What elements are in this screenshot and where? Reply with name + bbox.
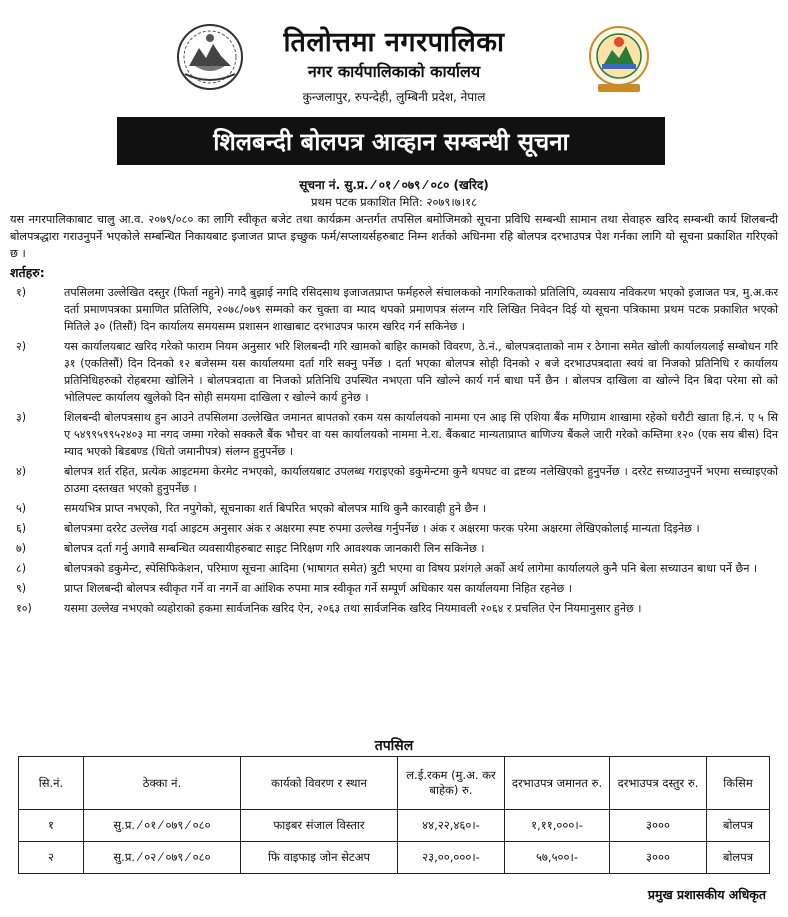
org-subtitle: नगर कार्यपालिकाको कार्यालय [307,62,481,81]
condition-text: यस कार्यालयबाट खरिद गरेको फाराम नियम अनुसार भरि शिलबन्दी गरि खामको बाहिर कामको विवरण, ठे.नं., बोलपत्रदाताको नाम र ठेगाना समेत खोली कार्यालयलाई सम्बोधन गरि ३१ (एकतिसौं) दिन दिनको १२ बजेसम्म यस कार्यालयमा दर्ता गरि सक्नु पर्नेछ । दर्ता भएका बोलपत्र सोही दिनको २ बजे दरभाउपत्रदाता स्वयं वा निजको प्रतिनिधि र कार्यालय प्रतिनिधिहरुको रोहबरमा खोलिने । बोलपत्रदाता वा निजको प्रतिनिधि उपस्थित नभएता पनि खोल्ने कार्य गर्न बाधा पर्ने छैन । बोलपत्र दाखिला वा खोल्ने दिन बिदा परेमा सो को भोलिपल्ट कार्यालय खुलेको दिन सोही समयमा दाखिला र खोल्ने कार्य हुनेछ । [64,340,778,404]
schedule-table [18,756,770,874]
condition-number: ५) [16,502,27,515]
table-cell: १,११,०००।- [505,810,610,842]
col-fee: दरभाउपत्र दस्तुर रु. [610,757,707,810]
org-title: तिलोत्तमा नगरपालिका [283,27,505,58]
condition-text: बोलपत्रको डकुमेन्ट, स्पेसिफिकेशन, परिमाण सूचना आदिमा (भाषागत समेत) त्रुटी भएमा वा विषय प्रशंगले अर्को अर्थ लागेमा कार्यालयले कुनै पनि बेला सच्याउन बाधा पर्ने छैन । [64,562,758,575]
table-row [19,810,770,842]
table-cell: ४४,२२,४६०।- [398,810,505,842]
condition-item [10,500,778,517]
condition-item [10,580,778,597]
table-cell: ५७,५००।- [505,842,610,874]
table-cell: २३,००,०००।- [398,842,505,874]
condition-item [10,284,778,335]
table-cell: ३००० [610,810,707,842]
condition-number: ४) [16,465,27,478]
condition-item [10,338,778,406]
table-cell: ३००० [610,842,707,874]
condition-text: शिलबन्दी बोलपत्रसाथ हुन आउने तपसिलमा उल्लेखित जमानत बापतको रकम यस कार्यालयको नाममा एन आइ सि एशिया बैंक मणिग्राम शाखामा रहेको धरौटी खाता हि.नं. ए ५ सि ए ५४९९५९९५२४०३ मा नगद जम्मा गरेको सक्कलै बैंक भौचर वा यस कार्यालयको नाममा ने.रा. बैंकबाट मान्यताप्राप्त बाणिज्य बैंकले जारी गरेको कम्तिमा १२० (एक सय बीस) दिन म्याद भएको बिडबण्ड (धितो जमानीपत्र) संलग्न हुनुपर्नेछ । [64,411,778,458]
condition-item [10,409,778,460]
table-cell: २ [19,842,84,874]
condition-text: तपसिलमा उल्लेखित दस्तुर (फिर्ता नहुने) नगदै बुझाई नगदि रसिदसाथ इजाजतप्राप्त फर्महरुले संचालकको नागरिकताको प्रतिलिपि, व्यवसाय नविकरण भएको इजाजत पत्र, मु.अ.कर दर्ता प्रमाणपत्रका प्रमाणित प्रतिलिपि, २०७८/०७९ सम्मको कर चुक्ता वा म्याद थपको प्रमाणपत्र संलग्न गरि लिखित निवेदन दिई यो सूचना पत्रिकामा प्रथम पटक प्रकाशित भएको मितिले ३० (तिसौं) दिन कार्यालय समयसम्म प्रशासन शाखाबाट दरभाउपत्र फारम खरिद गर्न सकिनेछ । [64,286,778,333]
condition-number: ८) [16,562,27,575]
notice-number: सूचना नं. सु.प्र. ⁄ ०१ ⁄ ०७९ ⁄ ०८० (खरिद) [299,178,489,192]
table-cell: फि वाइफाइ जोन सेटअप [241,842,398,874]
table-cell: १ [19,810,84,842]
condition-text: प्राप्त शिलबन्दी बोलपत्र स्वीकृत गर्ने वा नगर्ने वा आंशिक रुपमा मात्र स्वीकृत गर्ने सम्पूर्ण अधिकार यस कार्यालयमा निहित रहनेछ । [64,582,572,595]
schedule-heading: तपसिल [374,738,414,754]
signatory: प्रमुख प्रशासकीय अधिकृत [647,887,766,902]
municipality-logo-icon [588,24,650,96]
notice-banner: शिलबन्दी बोलपत्र आव्हान सम्बन्धी सूचना [117,117,665,165]
table-cell: सु.प्र. ⁄ ०१ ⁄ ०७९ ⁄ ०८० [84,810,241,842]
condition-item [10,520,778,537]
conditions-heading: शर्तहरु: [10,265,45,280]
condition-text: बोलपत्र दर्ता गर्नु अगावै सम्बन्धित व्यवसायीहरुबाट साइट निरिक्षण गरि आवश्यक जानकारी लिन सकिनेछ । [64,542,485,555]
table-cell: फाइबर संजाल विस्तार [241,810,398,842]
table-header-row [19,757,770,810]
condition-item [10,560,778,577]
intro-paragraph: यस नगरपालिकाबाट चालु आ.व. २०७९/०८० का लागि स्वीकृत बजेट तथा कार्यक्रम अन्तर्गत तपसिल बमोजिमको सूचना प्रविधि सम्बन्धी सामान तथा सेवाहरु खरिद सम्बन्धी कार्य शिलबन्दी बोलपत्रद्धारा गराउनुपर्ने भएकोले सम्बन्धित निकायबाट इजाजत प्राप्त इच्छुक फर्म/सप्लायर्सहरुबाट निम्न शर्तको अधिनमा रहि बोलपत्र दरभाउपत्र पेश गर्नका लागि यो सूचना प्रकाशित गरिएको छ । [10,213,778,260]
condition-number: ६) [16,522,27,535]
col-description: कार्यको विवरण र स्थान [241,757,398,810]
table-row [19,842,770,874]
condition-text: यसमा उल्लेख नभएको व्यहोराको हकमा सार्वजनिक खरिद ऐन, २०६३ तथा सार्वजनिक खरिद नियमावली २०६४ र प्रचलित ऐन नियमानुसार हुनेछ । [64,602,642,615]
condition-text: बोलपत्र शर्त रहित, प्रत्येक आइटममा केरमेट नभएको, कार्यालयबाट उपलब्ध गराइएको डकुमेन्टमा कुनै थपघट वा द्रष्टव्य नलेखिएको हुनुपर्नेछ । दररेट सच्याउनुपर्ने भएमा सच्चाइएको ठाउमा दस्तखत भएको हुनुपर्नेछ । [64,465,778,495]
col-estimate: ल.ई.रकम (मु.अ. कर बाहेक) रु. [398,757,505,810]
condition-number: १०) [16,602,32,615]
letterhead [10,0,778,116]
condition-text: समयभित्र प्राप्त नभएको, रित नपुगेको, सूचनाका शर्त बिपरित भएको बोलपत्र माथि कुनै कारवाही हुने छैन । [64,502,487,515]
table-cell: बोलपत्र [707,842,770,874]
org-address: कुन्जलापुर, रुपन्देही, लुम्बिनी प्रदेश, नेपाल [302,90,486,104]
col-bid-security: दरभाउपत्र जमानत रु. [505,757,610,810]
condition-number: २) [16,340,27,353]
condition-number: ३) [16,411,27,424]
col-contract-no: ठेक्का नं. [84,757,241,810]
condition-number: ९) [16,582,27,595]
table-cell: सु.प्र. ⁄ ०२ ⁄ ०७९ ⁄ ०८० [84,842,241,874]
condition-number: १) [16,286,27,299]
publication-date: प्रथम पटक प्रकाशित मिति: २०७९।७।१८ [310,195,478,209]
condition-number: ७) [16,542,27,555]
condition-item [10,600,778,617]
col-type: किसिम [707,757,770,810]
conditions-list [10,284,778,620]
col-serial: सि.नं. [19,757,84,810]
condition-text: बोलपत्रमा दररेट उल्लेख गर्दा आइटम अनुसार अंक र अक्षरमा स्पष्ट रुपमा उल्लेख गर्नुपर्नेछ । अंक र अक्षरमा फरक परेमा अक्षरमा लेखिएकोलाई मान्यता दिइनेछ । [64,522,700,535]
condition-item [10,463,778,497]
table-cell: बोलपत्र [707,810,770,842]
condition-item [10,540,778,557]
